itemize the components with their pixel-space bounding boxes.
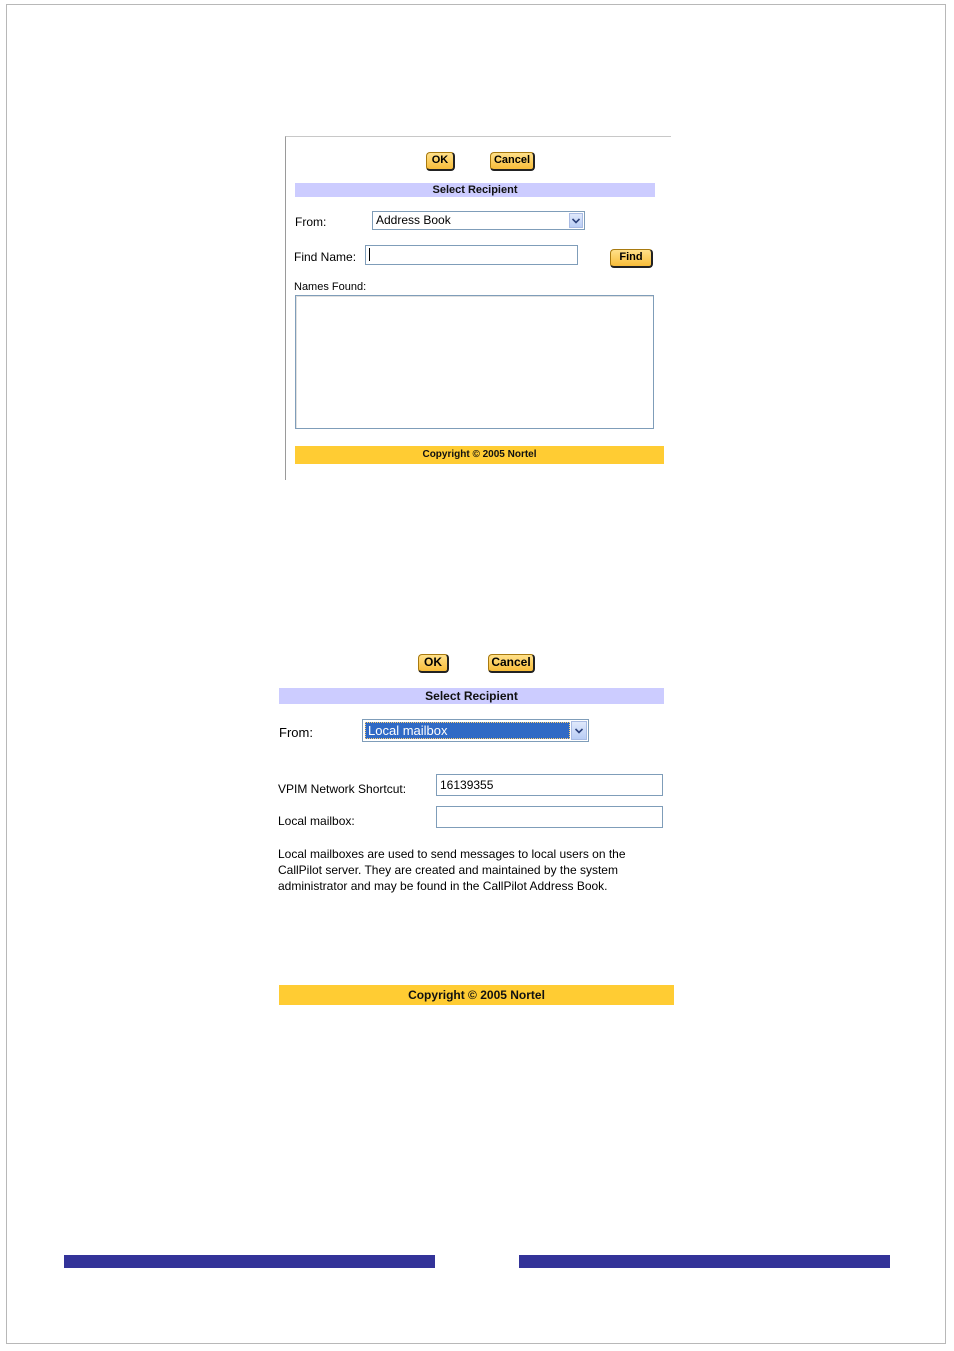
from-select-value: Local mailbox [368,723,448,738]
select-recipient-header: Select Recipient [279,688,664,704]
chevron-down-icon[interactable] [571,721,587,740]
from-label: From: [295,215,327,229]
select-recipient-header: Select Recipient [295,183,655,197]
vpim-network-shortcut-input[interactable]: 16139355 [436,774,663,796]
cancel-button[interactable]: Cancel [488,654,535,673]
local-mailbox-label: Local mailbox: [278,814,355,828]
ok-button[interactable]: OK [418,654,449,673]
ok-button[interactable]: OK [426,152,455,171]
chevron-down-icon[interactable] [569,213,583,228]
local-mailbox-input[interactable] [436,806,663,828]
from-select-value: Address Book [376,213,451,227]
from-label: From: [279,725,313,740]
find-button[interactable]: Find [610,249,653,268]
copyright-bar: Copyright © 2005 Nortel [295,446,664,464]
names-found-label: Names Found: [294,281,367,293]
from-select[interactable] [372,211,585,230]
vpim-network-shortcut-label: VPIM Network Shortcut: [278,782,407,796]
page-footer-bar-right [519,1255,890,1268]
page-footer-bar-left [64,1255,435,1268]
text-cursor [369,248,370,261]
find-name-label: Find Name: [294,250,357,264]
names-found-list[interactable] [295,295,654,429]
from-select[interactable] [362,719,589,742]
find-name-input[interactable] [365,245,578,265]
cancel-button[interactable]: Cancel [490,152,535,171]
copyright-bar: Copyright © 2005 Nortel [279,985,674,1005]
local-mailbox-description: Local mailboxes are used to send messages to local users on the CallPilot server. They are created and maintained by the system administrator and may be found in the CallPilot Address Book. [278,847,626,893]
